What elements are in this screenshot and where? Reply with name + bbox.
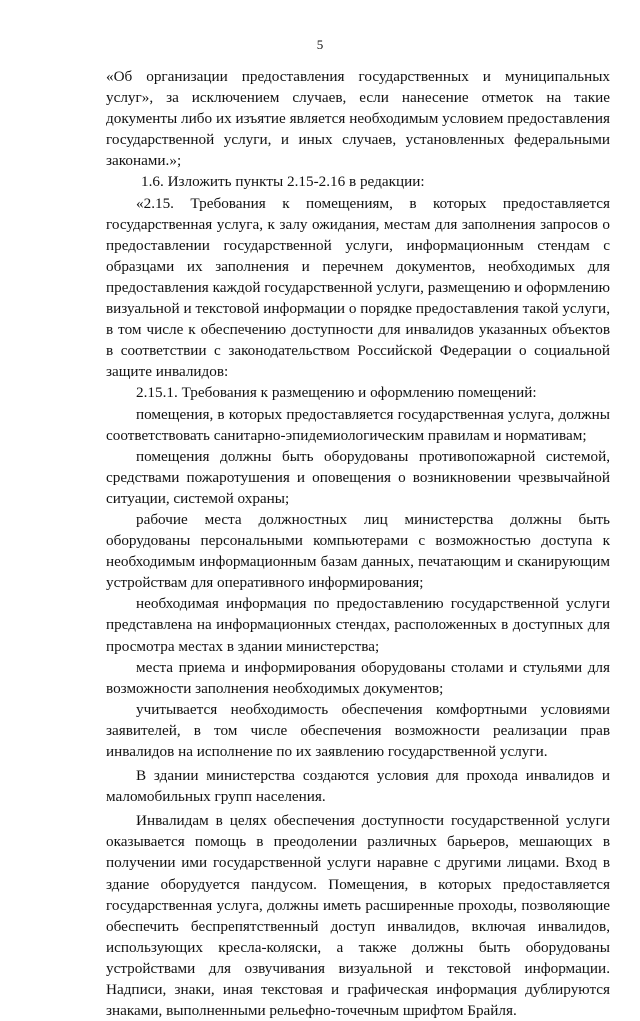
- paragraph-disabled-assistance: Инвалидам в целях обеспечения доступности государственной услуги оказывается помощь в преодолении различных барьеров, мешающих в получении ими государственной услуги наравне с другими лицами. Вход в здание оборудуется пандусом. Помещения, в которых предоставляется государственная услуга, должны иметь расширенные проходы, позволяющие обеспечить беспрепятственный доступ инвалидов, включая инвалидов, использующих кресла-коляски, а также должны быть оборудованы устройствами для озвучивания визуальной и текстовой информации. Надписи, знаки, иная текстовая и графическая информация дублируются знаками, выполненными рельефно-точечным шрифтом Брайля.: [106, 812, 610, 1020]
- paragraph-law-citation: «Об организации предоставления государственных и муниципальных услуг», за исключением случаев, если нанесение отметок на такие документы либо их изъятие является необходимым условием предоставления государственной услуги, и иных случаев, установленных федеральными законами.»;: [106, 68, 610, 170]
- paragraph-sanitary-rules: помещения, в которых предоставляется государственная услуга, должны соответствовать санитарно-эпидемиологическим правилам и нормативам;: [106, 405, 610, 444]
- paragraph-2-15-1: 2.15.1. Требования к размещению и оформлению помещений:: [136, 384, 537, 402]
- paragraph-comfort-conditions: учитывается необходимость обеспечения комфортными условиями заявителей, в том числе обеспечения возможности реализации прав инвалидов на исполнение по их заявлению государственной услуги.: [106, 700, 610, 760]
- paragraph-2-15: «2.15. Требования к помещениям, в которых предоставляется государственная услуга, к залу ожидания, местам для заполнения запросов о предоставлении государственной услуги, информационным стендам с образцами их заполнения и перечнем документов, необходимых для предоставления каждой государственной услуги, размещению и оформлению визуальной и текстовой информации о порядке предоставления такой услуги, в том числе к обеспечению доступности для инвалидов указанных объектов в соответствии с законодательством Российской Федерации о социальной защите инвалидов:: [106, 194, 610, 381]
- paragraph-workplaces: рабочие места должностных лиц министерства должны быть оборудованы персональными компьютерами с возможностью доступа к необходимым информационным базам данных, печатающим и сканирующим устройствам для оперативного информирования;: [106, 510, 610, 592]
- paragraph-accessibility-conditions: В здании министерства создаются условия для прохода инвалидов и маломобильных групп населения.: [106, 767, 610, 806]
- paragraph-fire-safety: помещения должны быть оборудованы противопожарной системой, средствами пожаротушения и оповещения о возникновении чрезвычайной ситуации, системой охраны;: [106, 447, 610, 507]
- paragraph-info-stands: необходимая информация по предоставлению государственной услуги представлена на информационных стендах, расположенных в доступных для просмотра местах в здании министерства;: [106, 595, 610, 655]
- page-number: 5: [316, 37, 324, 52]
- paragraph-reception-places: места приема и информирования оборудованы столами и стульями для возможности заполнения необходимых документов;: [106, 658, 610, 697]
- paragraph-item-1-6: 1.6. Изложить пункты 2.15-2.16 в редакции:: [141, 173, 425, 191]
- document-body: [106, 66, 610, 1021]
